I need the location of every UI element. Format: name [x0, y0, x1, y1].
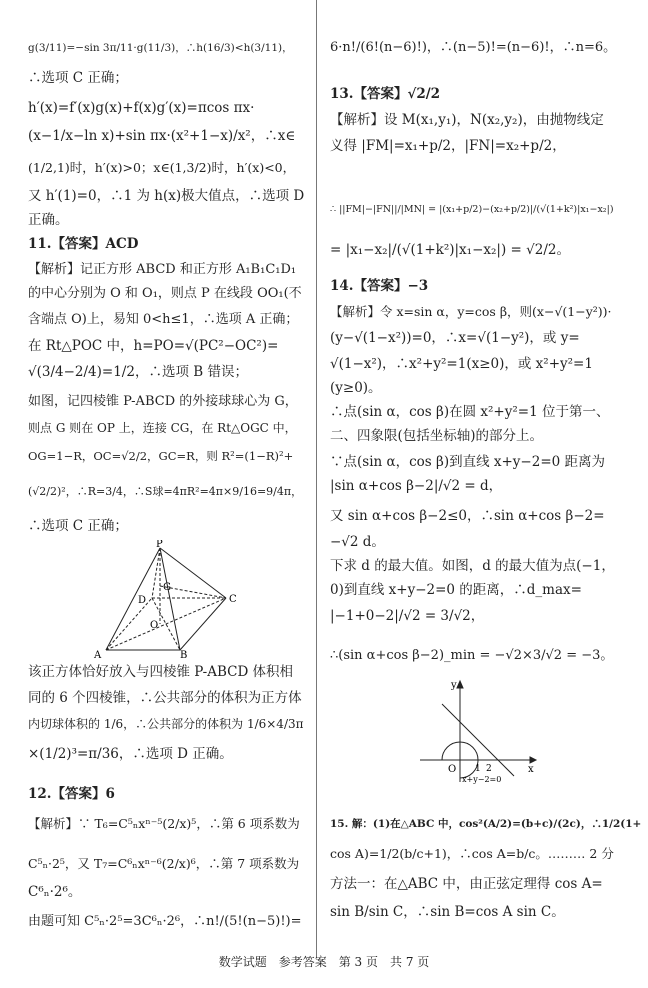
left-line: ∴选项 C 正确； — [28, 70, 128, 86]
circle-line-graph — [418, 678, 538, 788]
left-line: 12.【答案】6 — [28, 786, 115, 802]
label-c: C — [229, 594, 237, 605]
left-line: 正确。 — [28, 212, 69, 228]
right-line: sin B/sin C，∴sin B=cos A sin C。 — [330, 904, 565, 920]
label-two: 2 — [486, 764, 492, 774]
label-a: A — [94, 650, 102, 660]
left-line: h′(x)=f′(x)g(x)+f(x)g′(x)=πcos πx· — [28, 100, 255, 116]
left-line: OG=1−R，OC=√2/2，GC=R，则 R²=(1−R)²+ — [28, 449, 294, 463]
right-line: 15. 解：(1)在△ABC 中，cos²(A/2)=(b+c)/(2c)，∴1/2(1+ — [330, 818, 642, 830]
label-p: P — [156, 540, 163, 550]
column-divider — [316, 0, 317, 958]
left-line: 【解析】记正方形 ABCD 和正方形 A₁B₁C₁D₁ — [28, 262, 297, 277]
label-g: G — [163, 582, 171, 593]
right-line: ∵点(sin α，cos β)到直线 x+y−2=0 距离为 — [330, 454, 606, 470]
right-line: 义得 |FM|=x₁+p/2，|FN|=x₂+p/2， — [330, 138, 566, 154]
left-line: C⁵ₙ·2⁵，又 T₇=C⁶ₙxⁿ⁻⁶(2/x)⁶，∴第 7 项系数为 — [28, 856, 300, 871]
right-line: √(1−x²)，∴x²+y²=1(x≥0)，或 x²+y²=1 — [330, 356, 593, 372]
label-origin: O — [448, 764, 457, 775]
left-line: 11.【答案】ACD — [28, 236, 139, 252]
left-line: 【解析】∵ T₆=C⁵ₙxⁿ⁻⁵(2/x)⁵，∴第 6 项系数为 — [28, 816, 300, 831]
right-line: (y−√(1−x²))=0，∴x=√(1−y²)，或 y= — [330, 330, 580, 346]
left-line: ×(1/2)³=π/36，∴选项 D 正确。 — [28, 746, 233, 762]
left-line: 同的 6 个四棱锥，∴公共部分的体积为正方体 — [28, 690, 302, 706]
label-b: B — [180, 650, 188, 660]
left-line: 又 h′(1)=0，∴1 为 h(x)极大值点，∴选项 D — [28, 188, 305, 204]
left-line: g(3/11)=−sin 3π/11·g(11/3)，∴h(16/3)<h(3/11)， — [28, 42, 293, 54]
left-line: 在 Rt△POC 中，h=PO=√(PC²−OC²)= — [28, 338, 279, 354]
left-line: (1/2,1)时，h′(x)>0；x∈(1,3/2)时，h′(x)<0， — [28, 160, 296, 175]
right-line: cos A)=1/2(b/c+1)，∴cos A=b/c。……… 2 分 — [330, 846, 614, 861]
right-line: = |x₁−x₂|/(√(1+k²)|x₁−x₂|) = √2/2。 — [330, 242, 570, 258]
right-line: 14.【答案】−3 — [330, 278, 429, 294]
left-line: 则点 G 则在 OP 上，连接 CG，在 Rt△OGC 中， — [28, 421, 297, 435]
left-line: (x−1/x−ln x)+sin πx·(x²+1−x)/x²，∴x∈ — [28, 128, 296, 144]
right-line: (y≥0)。 — [330, 380, 382, 396]
left-line: ∴选项 C 正确； — [28, 518, 128, 534]
label-line-equation: x+y−2=0 — [462, 775, 502, 784]
left-line: 如图，记四棱锥 P-ABCD 的外接球球心为 G， — [28, 394, 298, 409]
pyramid-figure — [88, 540, 268, 660]
right-line: 又 sin α+cos β−2≤0，∴sin α+cos β−2= — [330, 508, 605, 524]
label-d: D — [138, 595, 147, 606]
right-line: ∴ ||FM|−|FN||/|MN| = |(x₁+p/2)−(x₂+p/2)|/(√(1+k²)|x₁−x₂|) — [330, 204, 614, 215]
right-line: |−1+0−2|/√2 = 3/√2， — [330, 608, 485, 624]
right-line: 【解析】令 x=sin α，y=cos β，则(x−√(1−y²))· — [330, 304, 612, 319]
left-line: 含端点 O)上，易知 0<h≤1，∴选项 A 正确； — [28, 312, 299, 327]
left-line: 内切球体积的 1/6，∴公共部分的体积为 1/6×4/3π — [28, 717, 304, 731]
right-line: ∴(sin α+cos β−2)_min = −√2×3/√2 = −3。 — [330, 648, 614, 663]
label-x-axis: x — [528, 764, 534, 775]
label-y-axis: y — [451, 680, 457, 691]
left-line: (√2/2)²，∴R=3/4，∴S球=4πR²=4π×9/16=9/4π， — [28, 485, 303, 498]
left-line: C⁶ₙ·2⁶。 — [28, 884, 82, 900]
left-line: √(3/4−2/4)=1/2，∴选项 B 错误； — [28, 364, 248, 380]
right-line: 下求 d 的最大值。如图，d 的最大值为点(−1， — [330, 558, 615, 574]
left-line: 由题可知 C⁵ₙ·2⁵=3C⁶ₙ·2⁶，∴n!/(5!(n−5)!)= — [28, 914, 302, 929]
left-line: 该正方体恰好放入与四棱锥 P-ABCD 体积相 — [28, 664, 294, 680]
right-line: ∴点(sin α，cos β)在圆 x²+y²=1 位于第一、 — [330, 404, 610, 420]
label-o: O — [150, 620, 159, 631]
label-one: 1 — [475, 764, 481, 774]
left-line: 的中心分别为 O 和 O₁，则点 P 在线段 OO₁(不 — [28, 286, 302, 301]
right-line: |sin α+cos β−2|/√2 = d， — [330, 478, 503, 494]
right-line: 0)到直线 x+y−2=0 的距离，∴d_max= — [330, 582, 582, 598]
page-footer: 数学试题 参考答案 第 3 页 共 7 页 — [218, 955, 430, 969]
right-line: 【解析】设 M(x₁,y₁)，N(x₂,y₂)，由抛物线定 — [330, 112, 604, 128]
right-line: −√2 d。 — [330, 534, 385, 550]
right-line: 二、四象限(包括坐标轴)的部分上。 — [330, 428, 544, 444]
right-line: 方法一：在△ABC 中，由正弦定理得 cos A= — [330, 876, 603, 892]
right-line: 13.【答案】√2/2 — [330, 86, 441, 102]
right-line: 6·n!/(6!(n−6)!)，∴(n−5)!=(n−6)!，∴n=6。 — [330, 40, 617, 55]
